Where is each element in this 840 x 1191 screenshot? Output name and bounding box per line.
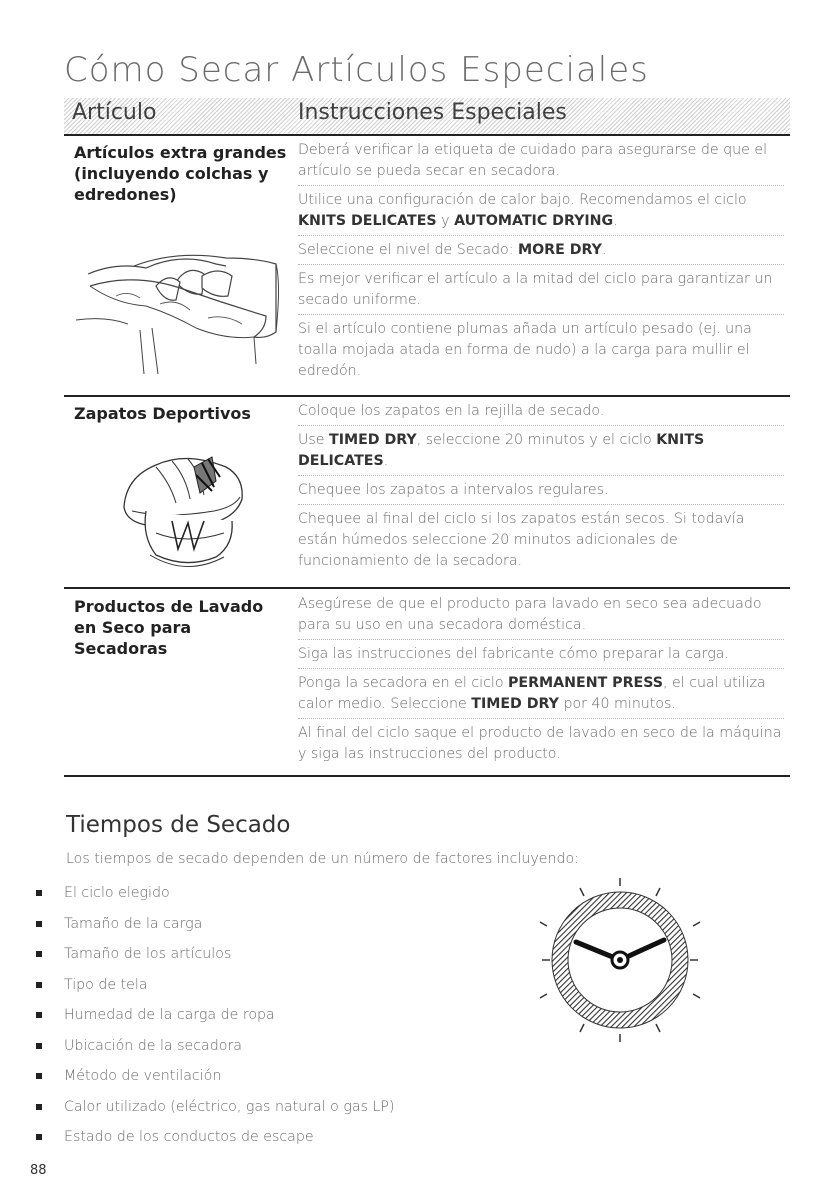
list-item-text: Ubicación de la secadora bbox=[64, 1037, 242, 1054]
bullet-icon bbox=[36, 921, 42, 927]
list-item-text: Tamaño de los artículos bbox=[64, 946, 232, 963]
instructions-list bbox=[298, 594, 784, 768]
bullet-icon bbox=[36, 1073, 42, 1079]
instruction-text: Es mejor verificar el artículo a la mitad del ciclo para garantizar un secado uniforme. bbox=[298, 271, 773, 308]
instruction-item bbox=[298, 140, 784, 186]
instruction-text: Asegúrese de que el producto para lavado en seco sea adecuado para su uso en una secadora doméstica. bbox=[298, 596, 762, 633]
instruction-text: Use bbox=[298, 432, 330, 448]
bullet-icon bbox=[36, 890, 42, 896]
table-row bbox=[64, 590, 790, 777]
list-item bbox=[36, 909, 394, 940]
factors-list bbox=[36, 878, 394, 1153]
instruction-text: Seleccione el nivel de Secado: bbox=[298, 242, 518, 258]
instruction-item bbox=[298, 401, 784, 426]
list-item-text: Humedad de la carga de ropa bbox=[64, 1007, 275, 1024]
instruction-item bbox=[298, 240, 784, 265]
section-title: Tiempos de Secado bbox=[66, 812, 291, 838]
bullet-icon bbox=[36, 1134, 42, 1140]
sneakers-illustration bbox=[116, 437, 256, 581]
list-item bbox=[36, 1122, 394, 1153]
list-item bbox=[36, 1031, 394, 1062]
list-item-text: Estado de los conductos de escape bbox=[64, 1129, 314, 1146]
list-item bbox=[36, 1092, 394, 1123]
list-item-text: El ciclo elegido bbox=[64, 885, 170, 902]
table-row bbox=[64, 397, 790, 589]
item-title: Productos de Lavado en Seco para Secadoras bbox=[74, 597, 264, 658]
instruction-text: . bbox=[601, 242, 607, 258]
instruction-item bbox=[298, 269, 784, 315]
page-number: 88 bbox=[30, 1163, 47, 1178]
list-item-text: Método de ventilación bbox=[64, 1068, 222, 1085]
bed-with-comforter-illustration bbox=[76, 224, 286, 378]
bullet-icon bbox=[36, 1043, 42, 1049]
instruction-item bbox=[298, 509, 784, 575]
bullet-icon bbox=[36, 1104, 42, 1110]
instruction-text: , el cual utiliza calor medio. Seleccione bbox=[298, 675, 766, 712]
emphasized-setting: KNITS DELICATES bbox=[298, 213, 437, 229]
list-item bbox=[36, 1061, 394, 1092]
instruction-text: Deberá verificar la etiqueta de cuidado para asegurarse de que el artículo se pueda secar en secadora. bbox=[298, 142, 768, 179]
emphasized-setting: TIMED DRY bbox=[329, 432, 417, 448]
header-article: Artículo bbox=[72, 100, 157, 125]
item-title: Zapatos Deportivos bbox=[74, 404, 251, 423]
section-intro: Los tiempos de secado dependen de un número de factores incluyendo: bbox=[66, 851, 579, 867]
instruction-text: . bbox=[383, 453, 389, 469]
list-item-text: Tamaño de la carga bbox=[64, 915, 203, 932]
emphasized-setting: MORE DRY bbox=[518, 242, 602, 258]
bullet-icon bbox=[36, 1012, 42, 1018]
instruction-text: Si el artículo contiene plumas añada un artículo pesado (ej. una toalla mojada atada en forma de nudo) a la carga para mullir el edredón. bbox=[298, 321, 752, 379]
instruction-text: Chequee los zapatos a intervalos regulares. bbox=[298, 482, 609, 498]
list-item-text: Tipo de tela bbox=[64, 976, 148, 993]
instruction-text: Ponga la secadora en el ciclo bbox=[298, 675, 509, 691]
list-item bbox=[36, 970, 394, 1001]
list-item bbox=[36, 939, 394, 970]
emphasized-setting: AUTOMATIC DRYING bbox=[454, 213, 614, 229]
instruction-text: , seleccione 20 minutos y el ciclo bbox=[416, 432, 657, 448]
instruction-text: . bbox=[613, 213, 618, 229]
instruction-item bbox=[298, 319, 784, 385]
list-item-text: Calor utilizado (eléctrico, gas natural o gas LP) bbox=[64, 1098, 395, 1115]
instruction-text: y bbox=[436, 213, 455, 229]
emphasized-setting: TIMED DRY bbox=[471, 696, 559, 712]
instruction-item bbox=[298, 644, 784, 669]
list-item bbox=[36, 878, 394, 909]
instruction-text: Siga las instrucciones del fabricante cómo preparar la carga. bbox=[298, 646, 729, 662]
instruction-item bbox=[298, 430, 784, 476]
table-row bbox=[64, 136, 790, 397]
table-header bbox=[64, 98, 790, 136]
instructions-list bbox=[298, 401, 784, 575]
instructions-list bbox=[298, 140, 784, 385]
header-special-instructions: Instrucciones Especiales bbox=[298, 100, 567, 125]
item-title: Artículos extra grandes (incluyendo colchas y edredones) bbox=[74, 143, 287, 204]
instruction-item bbox=[298, 594, 784, 640]
emphasized-setting: PERMANENT PRESS bbox=[508, 675, 663, 691]
instruction-item bbox=[298, 673, 784, 719]
bullet-icon bbox=[36, 951, 42, 957]
bullet-icon bbox=[36, 982, 42, 988]
instruction-text: Al final del ciclo saque el producto de lavado en seco de la máquina y siga las instrucciones del producto. bbox=[298, 725, 782, 762]
clock-icon bbox=[520, 874, 720, 1054]
instruction-item bbox=[298, 723, 784, 768]
instruction-text: Chequee al final del ciclo si los zapatos están secos. Si todavía están húmedos seleccione 20 minutos adicionales de funcionamiento de la secadora. bbox=[298, 511, 745, 569]
list-item bbox=[36, 1000, 394, 1031]
instruction-item bbox=[298, 190, 784, 236]
instruction-text: por 40 minutos. bbox=[558, 696, 676, 712]
emphasized-setting: KNITS DELICATES bbox=[298, 432, 705, 469]
page-title: Cómo Secar Artículos Especiales bbox=[64, 50, 649, 90]
instruction-item bbox=[298, 480, 784, 505]
instruction-text: Coloque los zapatos en la rejilla de secado. bbox=[298, 403, 605, 419]
instruction-text: Utilice una configuración de calor bajo. Recomendamos el ciclo bbox=[298, 192, 747, 208]
